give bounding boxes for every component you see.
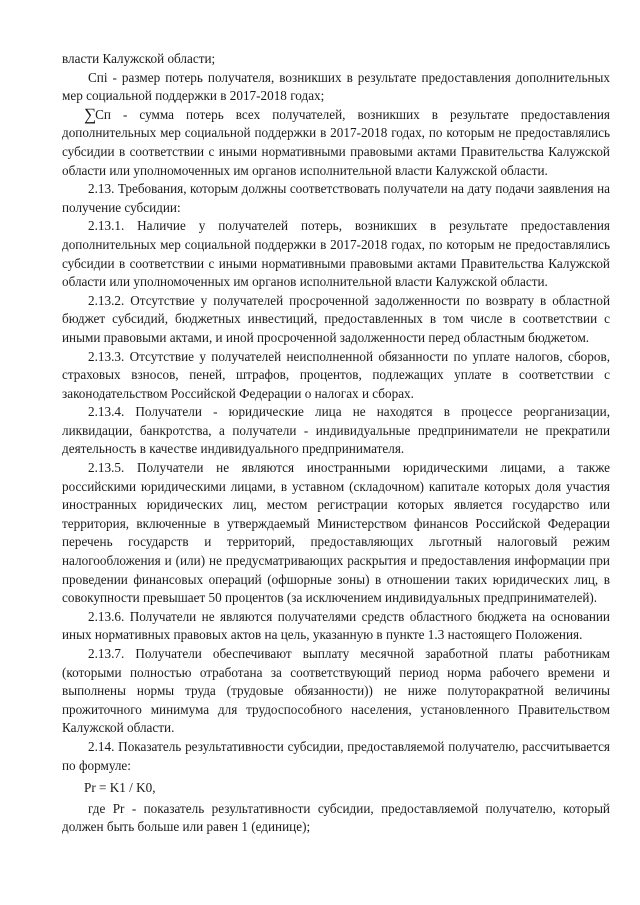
paragraph-8: 2.13.5. Получатели не являются иностранными юридическими лицами, а также российскими юридическими лицами, в уставном (складочном) капитале которых доля участия иностранных юридических лиц, местом регистрации которых является государство или территория, включенные в утверждаемый Министерством финансов Российской Федерации перечень государств и территорий, предоставляющих льготный налоговый режим налогообложения и (или) не предусматривающих раскрытия и предоставления информации при проведении финансовых операций (офшорные зоны) в отношении таких юридических лиц, в совокупности превышает 50 процентов (за исключением индивидуальных предпринимателей). [62,460,610,606]
paragraph-4: 2.13.1. Наличие у получателей потерь, возникших в результате предоставления дополнительных мер социальной поддержки в 2017-2018 годах, по которым не предоставлялись субсидии в соответствии с иными нормативными правовыми актами Правительства Калужской области или уполномоченных им органов исполнительной власти Калужской области. [62,218,610,290]
paragraph-5: 2.13.2. Отсутствие у получателей просроченной задолженности по возврату в областной бюджет субсидий, бюджетных инвестиций, предоставленных в том числе в соответствии с иными правовыми актами, и иной просроченной задолженности перед областным бюджетом. [62,292,610,345]
paragraph-1: Спi - размер потерь получателя, возникших в результате предоставления дополнительных мер социальной поддержки в 2017-2018 годах; [62,69,610,104]
paragraph-9: 2.13.6. Получатели не являются получателями средств областного бюджета на основании иных нормативных правовых актов на цель, указанную в пункте 1.3 настоящего Положения. [62,608,610,643]
paragraph-6: 2.13.3. Отсутствие у получателей неисполненной обязанности по уплате налогов, сборов, страховых взносов, пеней, штрафов, процентов, подлежащих уплате в соответствии с законодательством Российской Федерации о налогах и сборах. [62,348,610,401]
paragraph-13: где Pr - показатель результативности субсидии, предоставляемой получателю, который должен быть больше или равен 1 (единице); [62,800,610,835]
paragraph-11: 2.14. Показатель результативности субсидии, предоставляемой получателю, рассчитывается по формуле: [62,738,610,773]
sum-symbol: ∑ [84,104,96,124]
paragraph-2-text: Сп - сумма потерь всех получателей, возникших в результате предоставления дополнительных мер социальной поддержки в 2017-2018 годах, по которым не предоставлялись субсидии в соответствии с иными нормативными правовыми актами Правительства Калужской области или уполномоченных им органов исполнительной власти Калужской области. [62,106,610,178]
paragraph-7: 2.13.4. Получатели - юридические лица не находятся в процессе реорганизации, ликвидации, банкротства, а получатели - индивидуальные предприниматели не прекратили деятельность в качестве индивидуального предпринимателя. [62,404,610,457]
paragraph-2 [62,106,610,180]
paragraph-3: 2.13. Требования, которым должны соответствовать получатели на дату подачи заявления на получение субсидии: [62,181,610,215]
document-page [62,50,610,837]
paragraph-10: 2.13.7. Получатели обеспечивают выплату месячной заработной платы работникам (которыми полностью отработана за соответствующий период норма рабочего времени и выполнены нормы труда (трудовые обязанности)) не ниже полуторакратной величины прожиточного минимума для трудоспособного населения, установленного Правительством Калужской области. [62,646,610,736]
formula: Pr = K1 / K0, [84,780,156,796]
paragraph-0: власти Калужской области; [62,51,216,66]
